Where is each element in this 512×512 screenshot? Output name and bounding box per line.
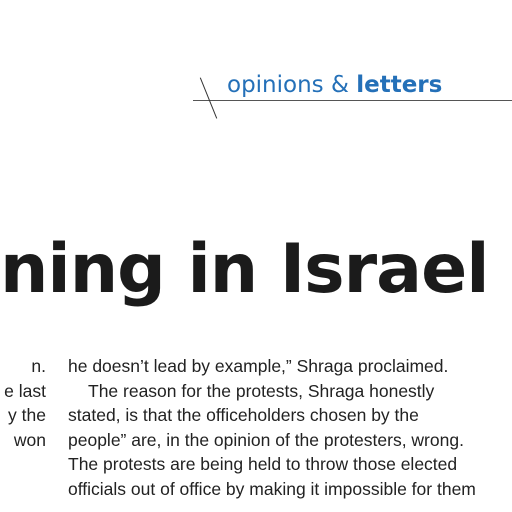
right-column-line: The reason for the protests, Shraga honestly <box>88 380 435 401</box>
article-headline: ning in Israel <box>0 230 489 309</box>
right-column-line: he doesn’t lead by example,” Shraga proclaimed. <box>68 356 449 376</box>
section-label-bold: letters <box>356 72 443 98</box>
left-column-line: won <box>13 429 46 450</box>
right-column-line: stated, is that the officeholders chosen by the <box>68 405 419 425</box>
left-column-line: n. <box>31 356 46 376</box>
section-label <box>227 70 442 100</box>
section-slash-divider <box>200 77 218 118</box>
right-column-line: The protests are being held to throw those elected <box>68 454 458 474</box>
section-label-light: opinions & <box>227 72 357 98</box>
right-column <box>68 354 512 501</box>
left-column <box>0 354 46 452</box>
left-column-line: e last <box>4 380 46 401</box>
right-column-line: people” are, in the opinion of the protesters, wrong. <box>68 429 464 450</box>
right-column-line: officials out of office by making it impossible for them <box>68 478 476 499</box>
section-rule-divider <box>193 100 512 101</box>
left-column-line: y the <box>8 405 46 425</box>
